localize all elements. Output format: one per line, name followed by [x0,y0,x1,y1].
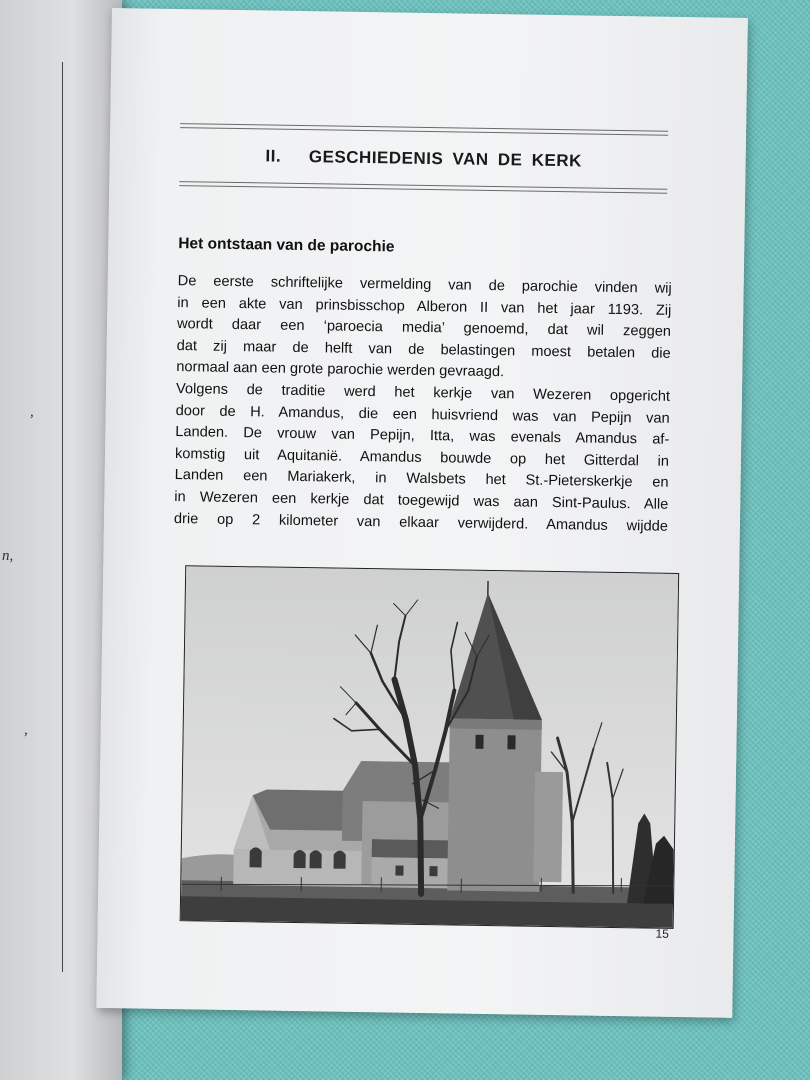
left-page-glyph: , [30,404,34,420]
left-page-glyph: n, [2,548,14,564]
section-title: Het ontstaan van de parochie [178,235,395,256]
text-line: in een akte van prinsbisschop Alberon II van het jaar 1193. Zij [177,294,672,319]
text-line: normaal aan een grote parochie werden gevraagd. [176,359,505,381]
chapter-title-text: GESCHIEDENIS VAN DE KERK [308,147,583,171]
text-line: Volgens de traditie werd het kerkje van Wezeren opgericht [175,381,671,405]
text-line: door de H. Amandus, die een huisvriend was van Pepijn van [175,402,670,427]
text-line: wordt daar een ‘paroecia media’ genoemd, dat wil zeggen [176,316,672,341]
chapter-number: II. [265,146,282,166]
heading-rule [179,185,667,194]
text-line: Landen een Mariakerk, in Walsbets het St.-Pieterskerkje en [174,467,669,492]
body-text [174,271,672,538]
chapter-title [180,145,668,173]
church-photo [180,565,680,929]
church-photo-image [181,566,678,928]
text-line: drie op 2 kilometer van elkaar verwijderd. Amandus wijdde [173,510,669,535]
chapter-heading-band [179,123,668,197]
page-number: 15 [655,926,669,941]
right-page [96,8,748,1018]
left-page-border-rule [0,62,63,972]
text-line: De eerste schriftelijke vermelding van de parochie vinden wij [177,273,672,297]
text-line: komstig uit Aquitanië. Amandus bouwde op het Gitterdal in [174,445,670,470]
paragraph [176,271,672,387]
left-page-glyph: , [24,722,28,738]
text-line: dat zij maar de helft van de belastingen moest betalen die [176,337,671,362]
heading-rule [180,127,668,136]
text-line: Landen. De vrouw van Pepijn, Itta, was evenals Amandus af- [175,424,670,448]
text-line: in Wezeren een kerkje dat toegewijd was aan Sint-Paulus. Alle [174,488,669,513]
paragraph [174,379,670,538]
